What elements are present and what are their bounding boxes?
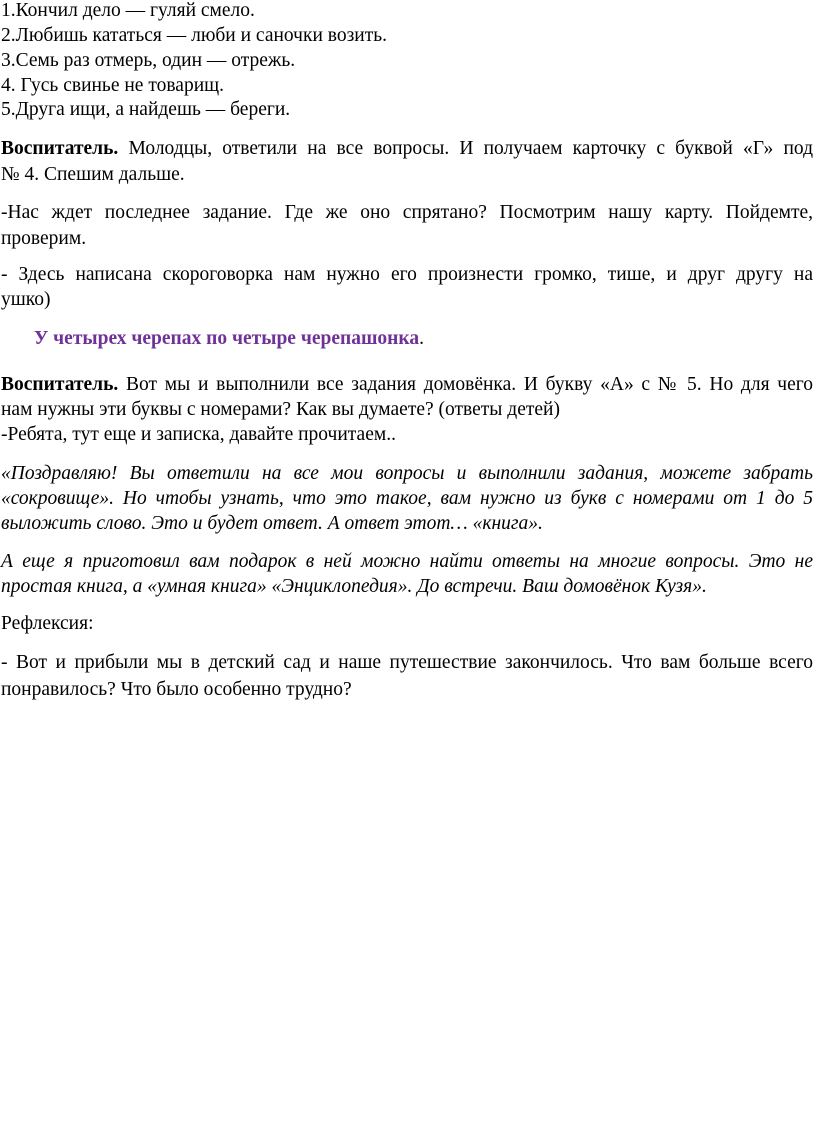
speaker-label: Воспитатель. (1, 374, 119, 395)
tongue-twister (34, 326, 424, 351)
reflection-heading: Рефлексия: (1, 613, 94, 634)
letter-1-line-2: «сокровище». Но чтобы узнать, что это такое, вам нужно из букв с номерами от 1 до 5 (1, 488, 813, 509)
paragraph-2-line-1: -Нас ждет последнее задание. Где же оно спрятано? Посмотрим нашу карту. Пойдемте, (1, 202, 813, 223)
proverb-5: 5.Друга ищи, а найдешь — береги. (1, 99, 291, 120)
paragraph-3-line-2: ушко) (1, 289, 51, 310)
tongue-twister-dot: . (419, 328, 424, 349)
paragraph-1-line-2: № 4. Спешим дальше. (1, 164, 185, 185)
paragraph-2-line-2: проверим. (1, 228, 87, 249)
reflection-line-1: - Вот и прибыли мы в детский сад и наше путешествие закончилось. Что вам больше всего (1, 652, 813, 673)
paragraph-4-line-1 (1, 372, 813, 397)
reflection-line-2: понравилось? Что было особенно трудно? (1, 679, 352, 700)
paragraph-1-text: Молодцы, ответили на все вопросы. И получаем карточку с буквой «Г» под (118, 138, 813, 159)
paragraph-4-text: Вот мы и выполнили все задания домовёнка. И букву «А» с № 5. Но для чего (118, 374, 813, 395)
paragraph-1-line-1 (1, 136, 813, 161)
proverb-3: 3.Семь раз отмерь, один — отрежь. (1, 50, 296, 71)
letter-2-line-1: А еще я приготовил вам подарок в ней можно найти ответы на многие вопросы. Это не (1, 551, 813, 572)
proverb-2: 2.Любишь кататься — люби и саночки возить. (1, 25, 388, 46)
tongue-twister-text: У четырех черепах по четыре черепашонка (34, 328, 420, 349)
paragraph-4-line-2: нам нужны эти буквы с номерами? Как вы думаете? (ответы детей) (1, 399, 560, 420)
speaker-label: Воспитатель. (1, 138, 119, 159)
letter-1-line-3: выложить слово. Это и будет ответ. А ответ этот… «книга». (1, 513, 543, 534)
proverb-1: 1.Кончил дело — гуляй смело. (1, 0, 255, 21)
paragraph-3-line-1: - Здесь написана скороговорка нам нужно его произнести громко, тише, и друг другу на (1, 264, 813, 285)
paragraph-4-line-3: -Ребята, тут еще и записка, давайте прочитаем.. (1, 424, 396, 445)
letter-2-line-2: простая книга, а «умная книга» «Энциклопедия». До встречи. Ваш домовёнок Кузя». (1, 576, 707, 597)
letter-1-line-1: «Поздравляю! Вы ответили на все мои вопросы и выполнили задания, можете забрать (1, 463, 813, 484)
proverb-4: 4. Гусь свинье не товарищ. (1, 75, 225, 96)
